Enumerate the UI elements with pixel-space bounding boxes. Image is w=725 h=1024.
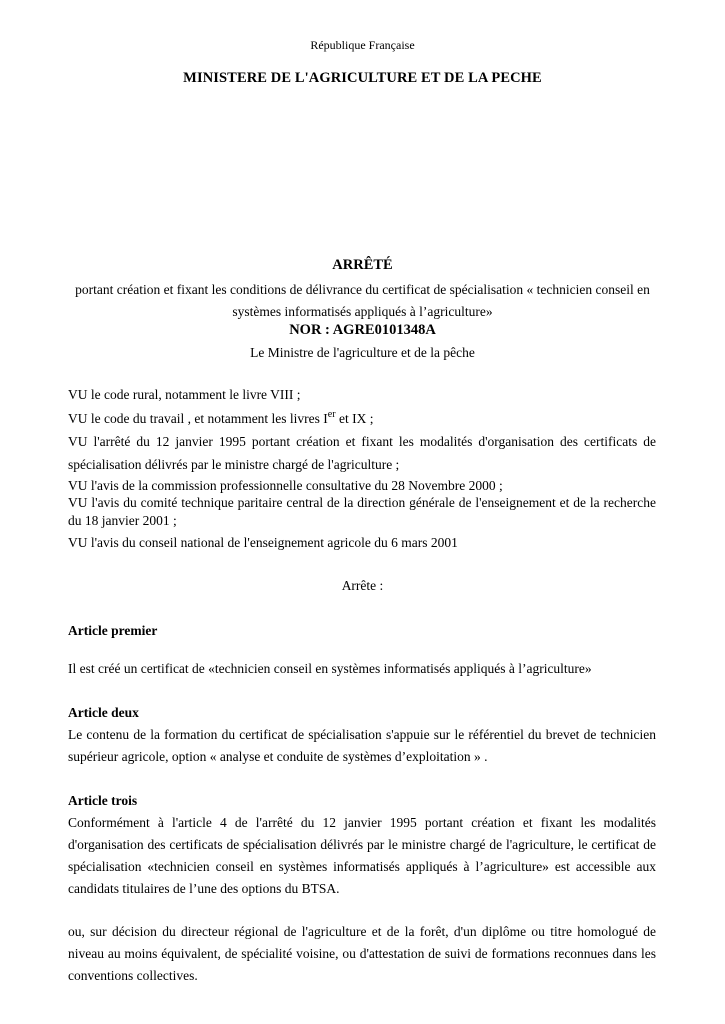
vu-line-4: VU l'avis de la commission professionnelle consultative du 28 Novembre 2000 ; [68, 478, 503, 493]
article-deux-line-2: supérieur agricole, option « analyse et conduite de systèmes d’exploitation » . [68, 749, 488, 764]
article-trois-line-2: d'organisation des certificats de spécialisation délivrés par le ministre chargé de l'agriculture, le certificat de [68, 837, 656, 852]
article-trois-line-3: spécialisation «technicien conseil en systèmes informatisés appliqués à l’agriculture» est accessible aux [68, 859, 656, 874]
article-premier-text: Il est créé un certificat de «technicien conseil en systèmes informatisés appliqués à l’agriculture» [68, 661, 592, 676]
minister-line: Le Ministre de l'agriculture et de la pêche [250, 345, 475, 360]
decree-title: ARRÊTÉ [332, 257, 393, 273]
vu-line-2-suffix: et IX ; [335, 411, 374, 426]
vu-line-6: VU l'avis du conseil national de l'enseignement agricole du 6 mars 2001 [68, 535, 458, 550]
article-trois-para2-line-2: niveau au moins équivalent, de spécialité voisine, ou d'attestation de suivi de formations reconnues dans les [68, 946, 656, 961]
vu-line-3a: VU l'arrêté du 12 janvier 1995 portant création et fixant les modalités d'organisation des certificats de [68, 434, 656, 449]
nor-reference: NOR : AGRE0101348A [289, 322, 436, 338]
article-trois-line-1: Conformément à l'article 4 de l'arrêté du 12 janvier 1995 portant création et fixant les modalités [68, 815, 656, 830]
vu-line-1: VU le code rural, notamment le livre VIII ; [68, 387, 301, 402]
vu-line-2 [68, 409, 373, 427]
vu-line-2-sup: er [327, 409, 336, 420]
republic-header: République Française [310, 38, 415, 52]
article-trois-para2-line-3: conventions collectives. [68, 968, 198, 983]
arrete-label: Arrête : [341, 578, 384, 593]
vu-line-3b: spécialisation délivrés par le ministre chargé de l'agriculture ; [68, 457, 400, 472]
article-deux-line-1: Le contenu de la formation du certificat de spécialisation s'appuie sur le référentiel du brevet de technicien [68, 727, 656, 742]
article-trois-heading: Article trois [68, 793, 138, 808]
article-trois-line-4: candidats titulaires de l’une des options du BTSA. [68, 881, 340, 896]
vu-line-2-prefix: VU le code du travail , et notamment les livres I [68, 411, 328, 426]
vu-line-5a: VU l'avis du comité technique paritaire central de la direction générale de l'enseignement et de la recherche [68, 495, 656, 510]
ministry-header: MINISTERE DE L'AGRICULTURE ET DE LA PECHE [183, 70, 542, 86]
article-deux-heading: Article deux [68, 705, 139, 720]
decree-subtitle: portant création et fixant les conditions de délivrance du certificat de spécialisation « technicien conseil en systèmes informatisés appliqués à l’agriculture» [75, 282, 650, 319]
article-premier-heading: Article premier [68, 623, 158, 638]
article-trois-para2-line-1: ou, sur décision du directeur régional de l'agriculture et de la forêt, d'un diplôme ou titre homologué de [68, 924, 656, 939]
vu-line-5b: du 18 janvier 2001 ; [68, 513, 177, 528]
